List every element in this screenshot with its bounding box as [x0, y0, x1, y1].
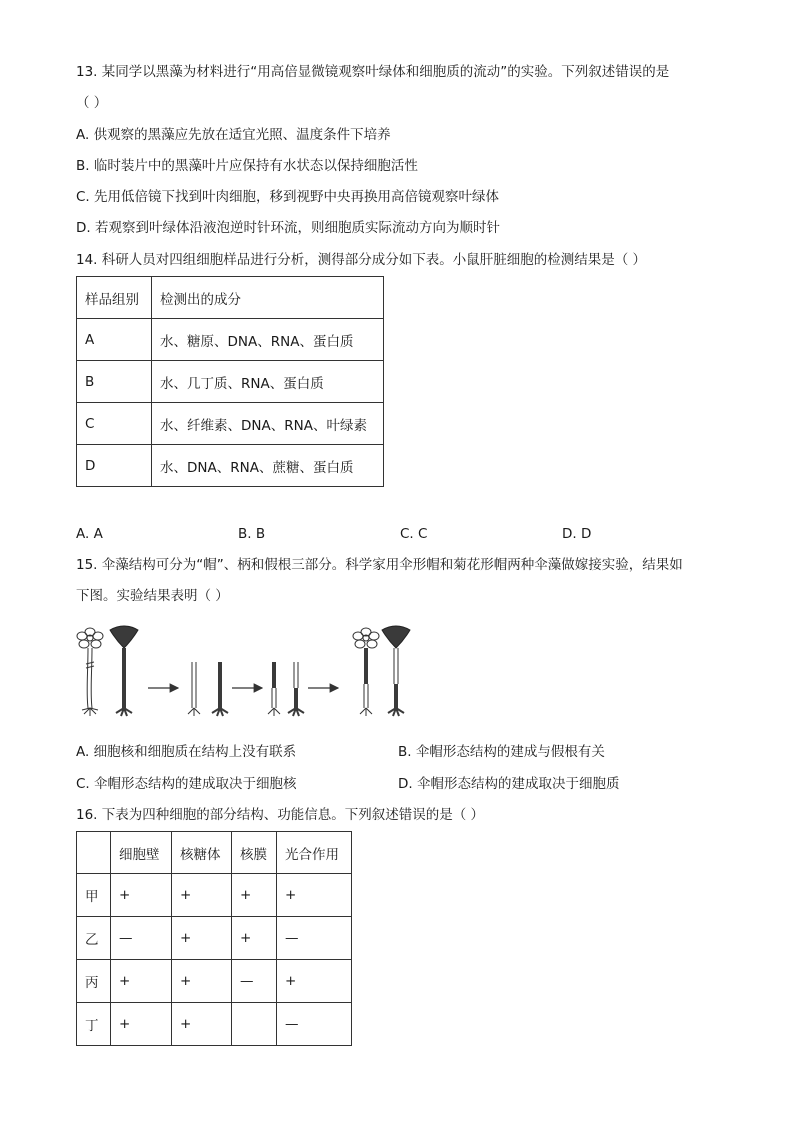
q15-option-d: D. 伞帽形态结构的建成取决于细胞质: [398, 776, 620, 792]
cut-stalks-pair: [188, 662, 228, 716]
table-header-cell: 核糖体: [172, 832, 232, 874]
q14-option-d: D. D: [562, 526, 592, 542]
table-header-cell: [77, 832, 111, 874]
table-cell: +: [277, 960, 352, 1003]
table-cell: 水、纤维素、DNA、RNA、叶绿素: [152, 403, 384, 445]
umbrella-cap-alga: [110, 626, 138, 716]
table-cell: +: [277, 874, 352, 917]
table-cell: 乙: [77, 917, 111, 960]
table-cell: —: [277, 1003, 352, 1046]
table-cell: +: [111, 874, 172, 917]
regenerated-umbrella-cap: [382, 626, 410, 716]
q14-table: [76, 276, 384, 487]
table-cell: 水、几丁质、RNA、蛋白质: [152, 361, 384, 403]
q14-option-c: C. C: [400, 526, 428, 542]
table-cell: A: [77, 319, 152, 361]
table-cell: +: [172, 960, 232, 1003]
table-cell: +: [232, 874, 277, 917]
q13-option-b: B. 临时装片中的黑藻叶片应保持有水状态以保持细胞活性: [76, 158, 418, 174]
q13-stem-line2: （ ）: [76, 95, 108, 111]
table-row: [77, 361, 384, 403]
table-cell: +: [111, 960, 172, 1003]
q15-stem-line2: 下图。实验结果表明（ ）: [76, 588, 229, 604]
table-cell: —: [111, 917, 172, 960]
table-cell: +: [232, 917, 277, 960]
table-cell: 水、DNA、RNA、蔗糖、蛋白质: [152, 445, 384, 487]
q13-stem-line1: 13. 某同学以黑藻为材料进行“用高倍显微镜观察叶绿体和细胞质的流动”的实验。下列叙述错误的是: [76, 64, 670, 80]
table-cell: 丙: [77, 960, 111, 1003]
q14-option-a: A. A: [76, 526, 103, 542]
table-cell: +: [172, 874, 232, 917]
table-row: [77, 403, 384, 445]
table-header-row: [77, 832, 352, 874]
table-cell: +: [111, 1003, 172, 1046]
table-row: [77, 319, 384, 361]
table-cell: B: [77, 361, 152, 403]
q13-option-a: A. 供观察的黑藻应先放在适宜光照、温度条件下培养: [76, 127, 391, 143]
table-cell: +: [172, 917, 232, 960]
q13-option-c: C. 先用低倍镜下找到叶肉细胞，移到视野中央再换用高倍镜观察叶绿体: [76, 189, 500, 205]
regenerated-flower-cap: [353, 628, 379, 716]
table-cell: +: [172, 1003, 232, 1046]
table-header-cell: 检测出的成分: [152, 277, 384, 319]
q13-option-d: D. 若观察到叶绿体沿液泡逆时针环流，则细胞质实际流动方向为顺时针: [76, 220, 500, 236]
flower-cap-alga: [77, 628, 103, 716]
table-header-cell: 光合作用: [277, 832, 352, 874]
table-row: [77, 917, 352, 960]
table-cell: —: [232, 960, 277, 1003]
q16-stem: 16. 下表为四种细胞的部分结构、功能信息。下列叙述错误的是（ ）: [76, 807, 485, 823]
q15-option-a: A. 细胞核和细胞质在结构上没有联系: [76, 744, 297, 760]
table-row: [77, 874, 352, 917]
table-cell: 丁: [77, 1003, 111, 1046]
table-cell: D: [77, 445, 152, 487]
table-row: [77, 1003, 352, 1046]
table-row: [77, 445, 384, 487]
table-cell: 水、糖原、DNA、RNA、蛋白质: [152, 319, 384, 361]
q16-table: [76, 831, 352, 1046]
table-cell: C: [77, 403, 152, 445]
q15-stem-line1: 15. 伞藻结构可分为“帽”、柄和假根三部分。科学家用伞形帽和菊花形帽两种伞藻做嫁接实验，结果如: [76, 557, 683, 573]
table-header-cell: 样品组别: [77, 277, 152, 319]
table-cell: [232, 1003, 277, 1046]
q14-option-b: B. B: [238, 526, 266, 542]
q15-option-c: C. 伞帽形态结构的建成取决于细胞核: [76, 776, 297, 792]
grafted-stalks-pair: [268, 662, 304, 716]
table-header-row: [77, 277, 384, 319]
acetabularia-grafting-diagram: [72, 622, 417, 724]
q15-option-b: B. 伞帽形态结构的建成与假根有关: [398, 744, 605, 760]
table-row: [77, 960, 352, 1003]
table-cell: 甲: [77, 874, 111, 917]
table-header-cell: 核膜: [232, 832, 277, 874]
table-cell: —: [277, 917, 352, 960]
q14-stem: 14. 科研人员对四组细胞样品进行分析，测得部分成分如下表。小鼠肝脏细胞的检测结果是（ ）: [76, 252, 647, 268]
table-header-cell: 细胞壁: [111, 832, 172, 874]
